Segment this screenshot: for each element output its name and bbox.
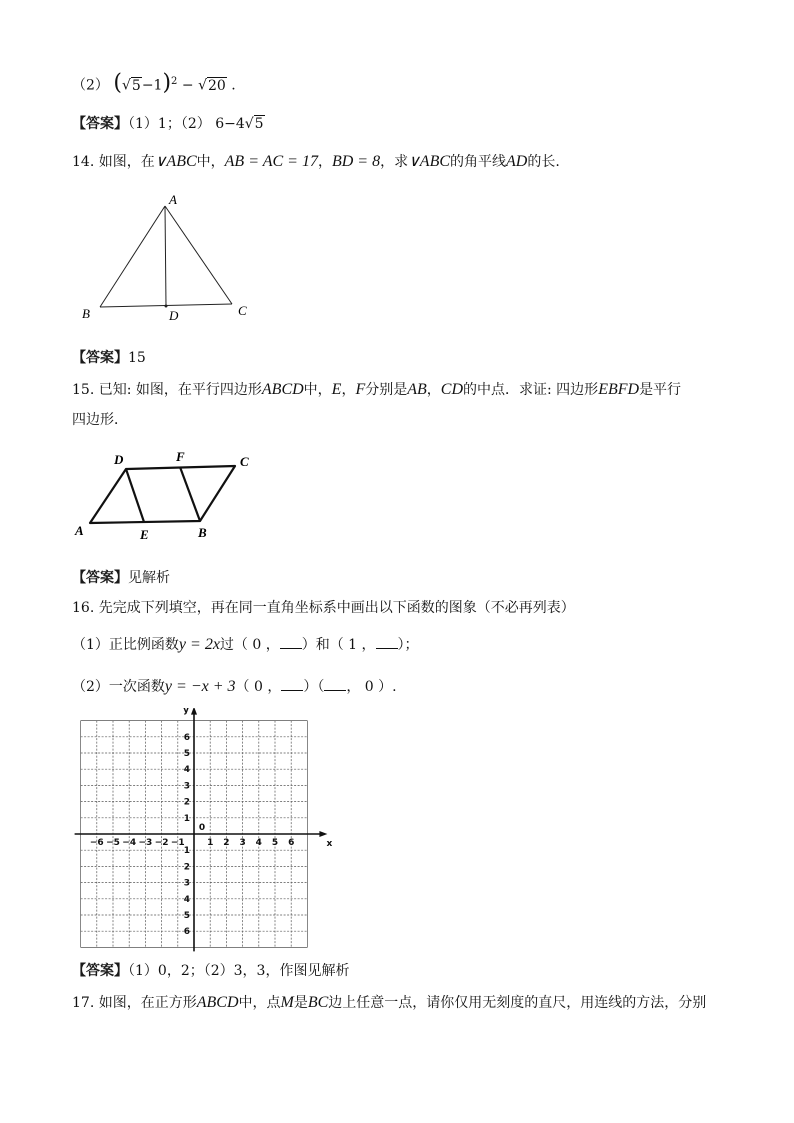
paren-open: (	[113, 70, 122, 96]
q14-text	[72, 152, 560, 172]
q15-ebfd: EBFD	[598, 381, 640, 398]
q13-part2	[72, 72, 236, 96]
point-d	[165, 305, 168, 308]
q15-line1-a: 已知: 如图，在平行四边形	[98, 382, 262, 398]
q16-p2-fn: y = −x + 3	[164, 678, 236, 695]
q17-text-a: 如图，在正方形	[98, 995, 197, 1011]
x-tick-label: −3	[138, 838, 153, 848]
label-b: B	[198, 525, 207, 540]
q16-p1-b: 过（ 0 ，	[219, 637, 280, 653]
x-tick-label: −6	[89, 838, 104, 848]
sqrt-sign-icon: √	[121, 77, 131, 94]
coordinate-grid	[72, 708, 334, 952]
q17-text	[72, 993, 706, 1013]
q17-bc: BC	[307, 994, 329, 1011]
answer-text: （1）1；（2）	[128, 116, 211, 132]
y-tick-label: 4	[183, 765, 190, 776]
blank-2[interactable]	[376, 634, 398, 649]
label-c: C	[238, 303, 247, 318]
q14-text-a: 如图，在	[98, 154, 155, 170]
answer-tag: 【答案】	[72, 963, 128, 979]
q15-cd: CD	[440, 381, 464, 398]
x-tick-label: −1	[170, 838, 185, 848]
q15-abcd: ABCD	[261, 381, 304, 398]
x-tick-label: 6	[288, 838, 295, 848]
q17-m: M	[280, 994, 294, 1011]
exponent: 2	[171, 76, 178, 87]
segment-ad	[165, 206, 166, 306]
q16-part1	[72, 634, 419, 655]
q17-text-d: 边上任意一点，请你仅用无刻度的直尺，用连线的方法，分别	[328, 995, 707, 1011]
label-a: A	[169, 192, 177, 207]
y-tick-label: 3	[183, 781, 190, 792]
sqrt-sign-icon: √	[244, 116, 254, 132]
q16-p2-a: （2）一次函数	[72, 679, 165, 695]
q15-text-line2: 四边形．	[72, 412, 128, 428]
q15-line1-b: 中，	[303, 382, 332, 398]
q15-e: E	[331, 381, 342, 398]
x-axis-label: x	[326, 839, 333, 849]
answer-text: 15	[128, 350, 146, 366]
label-a: A	[75, 523, 84, 538]
answer-tag: 【答案】	[72, 116, 128, 132]
y-tick-label: 6	[183, 927, 190, 938]
paren-close: )	[162, 70, 172, 96]
q16-p2-c: ）（	[303, 679, 325, 695]
q17-text-c: 是	[293, 995, 308, 1011]
q14-cond2: BD = 8	[331, 153, 381, 170]
answer-tag: 【答案】	[72, 570, 128, 586]
question-number: 17.	[72, 995, 95, 1011]
triangle-figure	[70, 190, 270, 325]
q16-answer	[72, 961, 349, 981]
q15-line1-c: 分别是	[365, 382, 408, 398]
q14-text-b: 中，	[196, 154, 225, 170]
x-tick-label: −4	[122, 838, 137, 848]
x-axis-arrow-icon	[319, 831, 327, 837]
y-axis-arrow-icon	[191, 708, 197, 715]
blank-1[interactable]	[280, 634, 302, 649]
label-f: F	[176, 449, 185, 464]
period: .	[231, 77, 236, 94]
y-tick-label: 3	[183, 878, 190, 889]
sqrt5: 5	[131, 77, 141, 94]
q14-tri2: ∨ABC	[408, 153, 451, 170]
y-tick-label: 4	[183, 894, 190, 905]
label-c: C	[240, 454, 249, 469]
q16-p2-b: （ 0 ，	[235, 679, 282, 695]
segment-de	[126, 469, 144, 522]
q15-answer	[72, 568, 170, 588]
q16-p1-c: ）和（ 1 ，	[301, 637, 376, 653]
x-tick-label: −2	[154, 838, 169, 848]
sqrt-sign-icon: √	[198, 77, 207, 94]
y-tick-label: 2	[183, 862, 190, 873]
q15-line1-d: 的中点．求证: 四边形	[463, 382, 599, 398]
q16-p1-a: （1）正比例函数	[72, 637, 179, 653]
minus: −	[181, 77, 194, 94]
q15-line1-e: 是平行	[639, 382, 682, 398]
minus-one: −1	[141, 77, 163, 94]
x-tick-label: 5	[271, 838, 279, 848]
q15-comma1: ，	[341, 382, 356, 398]
answer-tag: 【答案】	[72, 350, 128, 366]
blank-3[interactable]	[281, 676, 303, 691]
label-d: D	[169, 308, 179, 323]
label-d: D	[114, 452, 124, 467]
y-tick-label: 1	[183, 846, 190, 857]
x-tick-label: −5	[106, 838, 120, 848]
answer-expr: 6−4	[215, 116, 245, 132]
q15-f: F	[355, 381, 366, 398]
label-e: E	[140, 527, 149, 542]
x-tick-label: 3	[239, 838, 246, 848]
tick-labels	[90, 708, 333, 937]
q15-text-line1	[72, 380, 681, 400]
side-ab	[100, 206, 165, 307]
q16-part2	[72, 676, 397, 697]
q16-p1-d: ）；	[397, 637, 419, 653]
side-ac	[165, 206, 232, 304]
y-tick-label: 1	[183, 813, 190, 824]
parallelogram-abcd	[90, 466, 235, 523]
y-tick-label: 5	[183, 749, 190, 759]
q14-text-e: 的长.	[527, 154, 560, 170]
sqrt20: 20	[207, 77, 226, 94]
question-number: 14.	[72, 154, 95, 170]
answer-sqrt5: 5	[254, 116, 264, 132]
q13-answer	[72, 114, 265, 134]
q16-p1-fn: y = 2x	[178, 636, 220, 653]
y-axis-label: y	[183, 708, 189, 716]
question-number: 16.	[72, 600, 95, 616]
y-tick-label: 6	[183, 732, 190, 743]
question-number: 15.	[72, 382, 95, 398]
q14-cond1: AB = AC = 17	[224, 153, 318, 170]
blank-4[interactable]	[324, 676, 346, 691]
segment-fb	[180, 467, 200, 521]
label-b: B	[82, 306, 90, 321]
q14-seg: AD	[506, 153, 528, 170]
q14-text-c: ，求	[380, 154, 409, 170]
q17-text-b: 中，点	[238, 995, 281, 1011]
q15-ab: AB	[407, 381, 427, 398]
q14-tri1: ∨ABC	[154, 153, 197, 170]
y-tick-label: 5	[183, 911, 190, 921]
q13-part2-label: （2）	[72, 77, 109, 94]
q16-p2-d: ， 0 ）.	[346, 679, 397, 695]
q14-text-d: 的角平线	[450, 154, 507, 170]
answer-text: 见解析	[128, 570, 170, 586]
q17-abcd: ABCD	[196, 994, 239, 1011]
origin-label: 0	[198, 823, 206, 833]
q16-text: 先完成下列填空，再在同一直角坐标系中画出以下函数的图象（不必再列表）	[98, 600, 575, 616]
q14-answer	[72, 348, 146, 368]
q14-sep: ，	[317, 154, 332, 170]
answer-text: （1）0，2；（2）3，3，作图见解析	[128, 963, 350, 979]
x-tick-label: 2	[223, 838, 230, 848]
x-tick-label: 4	[255, 838, 262, 848]
y-tick-label: 2	[183, 797, 190, 808]
q15-comma2: ，	[426, 382, 441, 398]
q16-text	[72, 598, 575, 618]
x-tick-label: 1	[207, 838, 214, 848]
parallelogram-figure	[70, 446, 270, 546]
